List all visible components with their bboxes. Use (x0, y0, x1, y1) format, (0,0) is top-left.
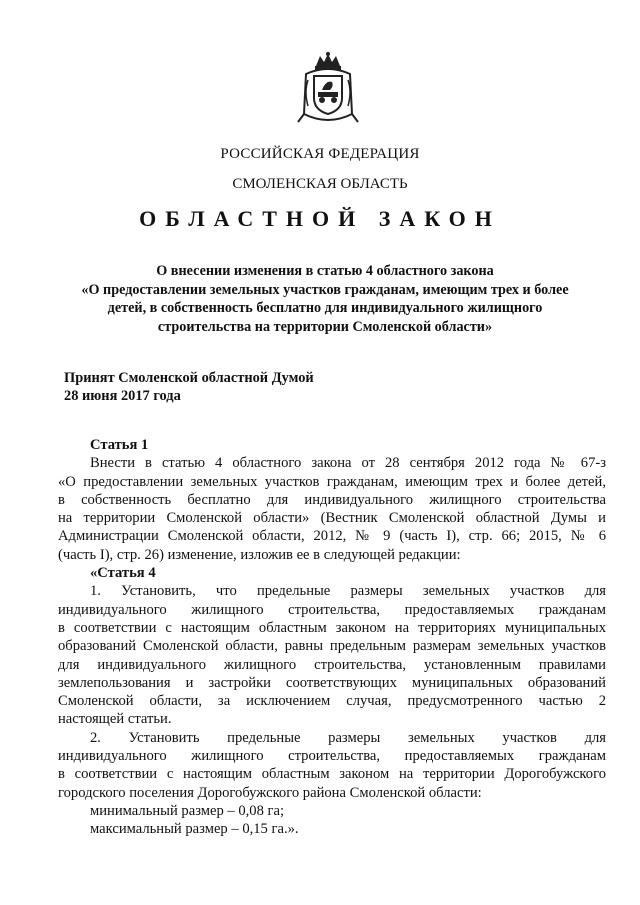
paragraph-1-line: образований Смоленской области, равны предельным размерам земельных участков (58, 638, 606, 655)
adoption-date: 28 июня 2017 года (64, 388, 181, 404)
max-size: максимальный размер – 0,15 га.». (90, 821, 299, 838)
article-text-line: в собственность бесплатно для индивидуального жилищного строительства (58, 491, 606, 508)
article-text-line: (часть I), стр. 26) изменение, изложив ее в следующей редакции: (58, 546, 461, 563)
region-name: СМОЛЕНСКАЯ ОБЛАСТЬ (232, 176, 408, 192)
paragraph-1-line: 1. Установить, что предельные размеры земельных участков для (90, 583, 606, 600)
paragraph-2-line: 2. Установить предельные размеры земельных участков для (90, 729, 606, 746)
article-heading: Статья 1 (90, 437, 149, 453)
paragraph-1-line: настоящей статьи. (58, 711, 172, 728)
article-text-line: на территории Смоленской области» (Вестник Смоленской областной Думы и (58, 510, 606, 527)
article-text-line: Внести в статью 4 областного закона от 28 сентября 2012 года № 67-з (90, 455, 606, 472)
law-title (60, 262, 590, 336)
document-type: ОБЛАСТНОЙ ЗАКОН (139, 206, 501, 231)
country-name: РОССИЙСКАЯ ФЕДЕРАЦИЯ (220, 146, 420, 162)
law-title-line: О внесении изменения в статью 4 областного закона (156, 263, 494, 279)
paragraph-1-line: Смоленской области, за исключением случая, предусмотренного частью 2 (58, 693, 606, 710)
adopted-by: Принят Смоленской областной Думой (64, 370, 314, 386)
paragraph-2-line: индивидуального жилищного строительства, предоставляемых гражданам (58, 748, 606, 765)
article-1 (58, 436, 606, 839)
paragraph-1-line: в соответствии с настоящим областным законом на территориях муниципальных (58, 619, 606, 636)
law-title-line: строительства на территории Смоленской области» (157, 318, 493, 335)
law-title-line: «О предоставлении земельных участков гражданам, имеющим трех и более (81, 281, 569, 298)
paragraph-2-line: в соответствии с настоящим областным законом на территории Дорогобужского (58, 766, 606, 783)
article-text-line: «О предоставлении земельных участков гражданам, имеющим трех и более детей, (58, 473, 606, 490)
paragraph-2-line: городского поселения Дорогобужского района Смоленской области: (58, 784, 482, 801)
adoption-info (64, 369, 314, 405)
quoted-article-heading: «Статья 4 (90, 565, 156, 582)
coat-of-arms-icon (296, 52, 360, 126)
paragraph-1-line: землепользования и застройки соответствующих муниципальных образований (58, 674, 606, 691)
paragraph-1-line: для индивидуального жилищного строительства, установленным правилами (58, 656, 606, 673)
law-title-line: детей, в собственность бесплатно для индивидуального жилищного (107, 300, 543, 316)
min-size: минимальный размер – 0,08 га; (90, 802, 285, 819)
article-text-line: Администрации Смоленской области, 2012, № 9 (часть I), стр. 66; 2015, № 6 (58, 528, 606, 545)
paragraph-1-line: индивидуального жилищного строительства, предоставляемых гражданам (58, 601, 606, 618)
